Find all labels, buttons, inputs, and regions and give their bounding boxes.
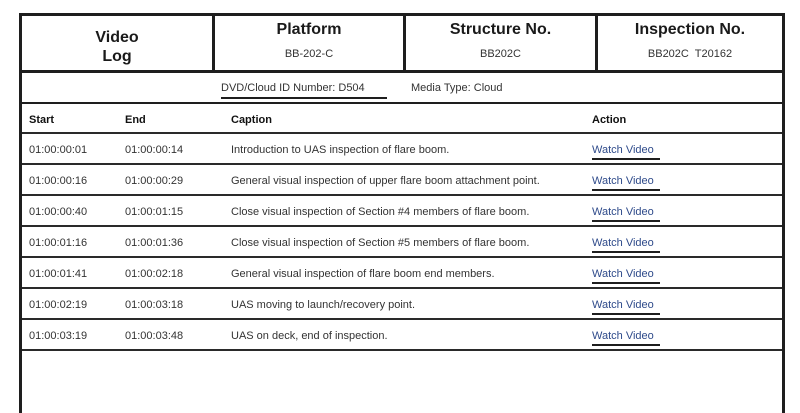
video-log-title-line2: Log xyxy=(102,48,132,65)
watch-video-link[interactable]: Watch Video xyxy=(592,268,660,284)
row-end-time: 01:00:03:18 xyxy=(125,299,184,311)
column-header-caption: Caption xyxy=(231,114,272,126)
row-end-time: 01:00:01:15 xyxy=(125,206,184,218)
row-caption: General visual inspection of flare boom end members. xyxy=(231,268,495,280)
table-header-row xyxy=(22,104,782,134)
column-header-end: End xyxy=(125,114,146,126)
platform-cell xyxy=(215,16,406,70)
platform-value: BB-202-C xyxy=(284,48,334,60)
row-action-cell xyxy=(592,206,660,222)
row-action-cell xyxy=(592,330,660,346)
watch-video-link[interactable]: Watch Video xyxy=(592,144,660,160)
video-log-form xyxy=(19,13,785,413)
row-caption: Close visual inspection of Section #5 members of flare boom. xyxy=(231,237,530,249)
platform-label: Platform xyxy=(276,21,342,38)
row-start-time: 01:00:00:01 xyxy=(29,144,88,156)
inspection-label: Inspection No. xyxy=(634,21,746,38)
media-info-bar xyxy=(22,73,782,104)
watch-video-link[interactable]: Watch Video xyxy=(592,237,660,253)
dvd-cloud-id: DVD/Cloud ID Number: D504 xyxy=(221,82,387,99)
row-end-time: 01:00:00:14 xyxy=(125,144,184,156)
structure-value: BB202C xyxy=(480,48,521,60)
row-end-time: 01:00:02:18 xyxy=(125,268,184,280)
row-caption: General visual inspection of upper flare boom attachment point. xyxy=(231,175,540,187)
video-log-title-cell xyxy=(22,16,215,70)
structure-label: Structure No. xyxy=(449,21,552,38)
watch-video-link[interactable]: Watch Video xyxy=(592,299,660,315)
table-row xyxy=(22,258,782,289)
row-caption: UAS on deck, end of inspection. xyxy=(231,330,388,342)
row-caption: UAS moving to launch/recovery point. xyxy=(231,299,416,311)
column-header-start: Start xyxy=(29,114,55,126)
row-action-cell xyxy=(592,144,660,160)
row-start-time: 01:00:00:16 xyxy=(29,175,88,187)
row-action-cell xyxy=(592,175,660,191)
table-row xyxy=(22,134,782,165)
row-end-time: 01:00:00:29 xyxy=(125,175,184,187)
video-log-title xyxy=(22,16,212,66)
row-start-time: 01:00:00:40 xyxy=(29,206,88,218)
table-row xyxy=(22,289,782,320)
video-log-table xyxy=(22,104,782,351)
table-row xyxy=(22,196,782,227)
video-log-title-line1: Video xyxy=(95,29,139,46)
inspection-value: BB202C T20162 xyxy=(647,48,733,60)
row-start-time: 01:00:01:16 xyxy=(29,237,88,249)
row-caption: Introduction to UAS inspection of flare boom. xyxy=(231,144,450,156)
row-action-cell xyxy=(592,299,660,315)
row-start-time: 01:00:01:41 xyxy=(29,268,88,280)
column-header-action: Action xyxy=(592,114,627,126)
media-type: Media Type: Cloud xyxy=(411,82,503,94)
watch-video-link[interactable]: Watch Video xyxy=(592,175,660,191)
structure-cell xyxy=(406,16,598,70)
row-end-time: 01:00:01:36 xyxy=(125,237,184,249)
row-caption: Close visual inspection of Section #4 members of flare boom. xyxy=(231,206,530,218)
header-row xyxy=(22,16,782,73)
watch-video-link[interactable]: Watch Video xyxy=(592,330,660,346)
table-row xyxy=(22,320,782,351)
table-row xyxy=(22,227,782,258)
row-start-time: 01:00:02:19 xyxy=(29,299,88,311)
table-row xyxy=(22,165,782,196)
row-start-time: 01:00:03:19 xyxy=(29,330,88,342)
row-action-cell xyxy=(592,268,660,284)
row-action-cell xyxy=(592,237,660,253)
row-end-time: 01:00:03:48 xyxy=(125,330,184,342)
watch-video-link[interactable]: Watch Video xyxy=(592,206,660,222)
inspection-cell xyxy=(598,16,782,70)
